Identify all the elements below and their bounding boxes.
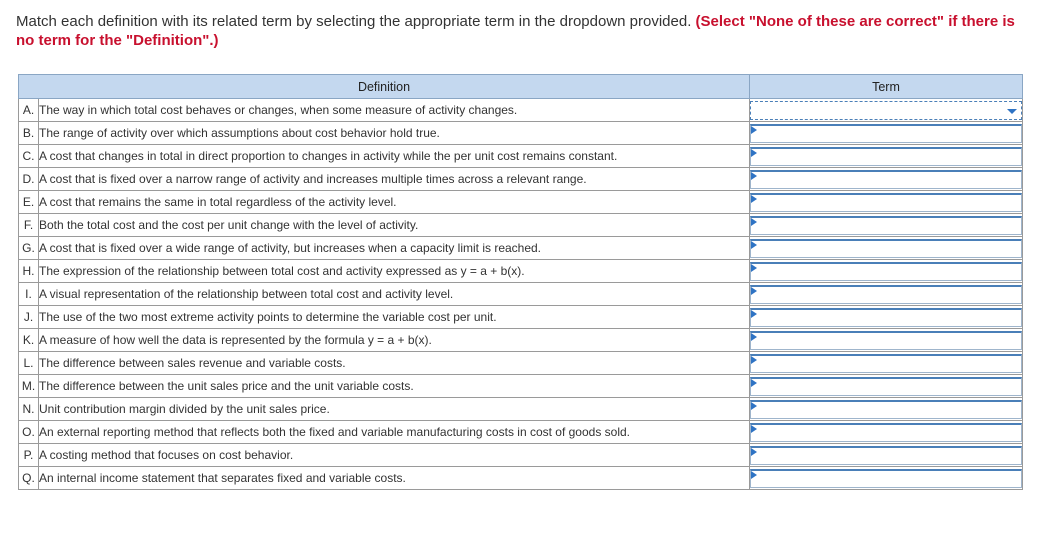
dropdown-marker-icon: [751, 172, 757, 180]
instructions-text: Match each definition with its related term by selecting the appropriate term in the dropdown provided.: [16, 13, 696, 30]
term-cell: [750, 237, 1023, 260]
term-dropdown[interactable]: [750, 124, 1022, 143]
definition-text: Unit contribution margin divided by the unit sales price.: [39, 398, 750, 421]
term-cell: [750, 214, 1023, 237]
dropdown-marker-icon: [751, 149, 757, 157]
chevron-down-icon[interactable]: [1007, 109, 1017, 114]
definition-text: The range of activity over which assumptions about cost behavior hold true.: [39, 122, 750, 145]
definition-text: The use of the two most extreme activity points to determine the variable cost per unit.: [39, 306, 750, 329]
term-cell: [750, 421, 1023, 444]
term-column-header: Term: [750, 75, 1023, 99]
term-dropdown[interactable]: [750, 308, 1022, 327]
table-row: [19, 260, 1023, 283]
term-dropdown[interactable]: [750, 170, 1022, 189]
dropdown-marker-icon: [751, 264, 757, 272]
row-letter: E.: [19, 191, 39, 214]
row-letter: L.: [19, 352, 39, 375]
row-letter: D.: [19, 168, 39, 191]
term-cell: [750, 329, 1023, 352]
term-cell: [750, 306, 1023, 329]
term-dropdown[interactable]: [750, 262, 1022, 281]
dropdown-marker-icon: [751, 471, 757, 479]
term-dropdown[interactable]: [750, 400, 1022, 419]
table-row: [19, 99, 1023, 122]
term-cell: [750, 398, 1023, 421]
table-row: [19, 237, 1023, 260]
definition-text: Both the total cost and the cost per unit change with the level of activity.: [39, 214, 750, 237]
table-row: [19, 421, 1023, 444]
row-letter: G.: [19, 237, 39, 260]
table-row: [19, 467, 1023, 490]
term-dropdown[interactable]: [750, 285, 1022, 304]
definition-column-header: Definition: [19, 75, 750, 99]
table-row: [19, 145, 1023, 168]
definition-text: An internal income statement that separates fixed and variable costs.: [39, 467, 750, 490]
definition-text: A cost that is fixed over a narrow range of activity and increases multiple times across a relevant range.: [39, 168, 750, 191]
dropdown-marker-icon: [751, 126, 757, 134]
definition-text: A visual representation of the relationship between total cost and activity level.: [39, 283, 750, 306]
row-letter: A.: [19, 99, 39, 122]
dropdown-marker-icon: [751, 241, 757, 249]
table-row: [19, 352, 1023, 375]
definition-text: A cost that is fixed over a wide range of activity, but increases when a capacity limit is reached.: [39, 237, 750, 260]
term-dropdown[interactable]: [750, 216, 1022, 235]
term-dropdown[interactable]: [750, 354, 1022, 373]
row-letter: O.: [19, 421, 39, 444]
term-cell: [750, 352, 1023, 375]
row-letter: H.: [19, 260, 39, 283]
table-row: [19, 306, 1023, 329]
definition-text: An external reporting method that reflects both the fixed and variable manufacturing costs in cost of goods sold.: [39, 421, 750, 444]
term-dropdown[interactable]: [750, 446, 1022, 465]
definition-text: The expression of the relationship between total cost and activity expressed as y = a + b(x).: [39, 260, 750, 283]
dropdown-marker-icon: [751, 218, 757, 226]
term-dropdown[interactable]: [750, 147, 1022, 166]
row-letter: J.: [19, 306, 39, 329]
term-cell: [750, 191, 1023, 214]
instructions-emphasis: (Select "None of these are correct" if there is no term for the "Definition".): [16, 13, 1015, 49]
definition-text: A costing method that focuses on cost behavior.: [39, 444, 750, 467]
table-row: [19, 283, 1023, 306]
row-letter: M.: [19, 375, 39, 398]
table-row: [19, 214, 1023, 237]
table-row: [19, 191, 1023, 214]
row-letter: N.: [19, 398, 39, 421]
instructions: [16, 12, 1016, 50]
term-dropdown[interactable]: [750, 377, 1022, 396]
dropdown-marker-icon: [751, 287, 757, 295]
term-cell: [750, 444, 1023, 467]
term-cell: [750, 375, 1023, 398]
term-cell: [750, 145, 1023, 168]
term-cell: [750, 260, 1023, 283]
table-body: [19, 99, 1023, 490]
term-dropdown[interactable]: [750, 193, 1022, 212]
definition-text: A cost that remains the same in total regardless of the activity level.: [39, 191, 750, 214]
row-letter: I.: [19, 283, 39, 306]
row-letter: K.: [19, 329, 39, 352]
term-cell: [750, 99, 1023, 122]
definition-text: The difference between sales revenue and variable costs.: [39, 352, 750, 375]
dropdown-marker-icon: [751, 402, 757, 410]
dropdown-marker-icon: [751, 425, 757, 433]
table-row: [19, 375, 1023, 398]
definition-text: A cost that changes in total in direct proportion to changes in activity while the per unit cost remains constant.: [39, 145, 750, 168]
term-cell: [750, 168, 1023, 191]
dropdown-marker-icon: [751, 448, 757, 456]
dropdown-marker-icon: [751, 333, 757, 341]
table-row: [19, 329, 1023, 352]
row-letter: F.: [19, 214, 39, 237]
table-header-row: [19, 75, 1023, 99]
table-row: [19, 398, 1023, 421]
row-letter: P.: [19, 444, 39, 467]
term-cell: [750, 122, 1023, 145]
table-row: [19, 122, 1023, 145]
table-row: [19, 168, 1023, 191]
row-letter: Q.: [19, 467, 39, 490]
table-row: [19, 444, 1023, 467]
term-dropdown[interactable]: [750, 101, 1022, 120]
definition-text: The difference between the unit sales price and the unit variable costs.: [39, 375, 750, 398]
definition-text: The way in which total cost behaves or changes, when some measure of activity changes.: [39, 99, 750, 122]
dropdown-marker-icon: [751, 195, 757, 203]
row-letter: B.: [19, 122, 39, 145]
row-letter: C.: [19, 145, 39, 168]
definition-text: A measure of how well the data is represented by the formula y = a + b(x).: [39, 329, 750, 352]
term-dropdown[interactable]: [750, 423, 1022, 442]
term-dropdown[interactable]: [750, 469, 1022, 488]
term-dropdown[interactable]: [750, 331, 1022, 350]
matching-table: [18, 74, 1023, 490]
term-cell: [750, 467, 1023, 490]
term-dropdown[interactable]: [750, 239, 1022, 258]
dropdown-marker-icon: [751, 356, 757, 364]
term-cell: [750, 283, 1023, 306]
dropdown-marker-icon: [751, 379, 757, 387]
dropdown-marker-icon: [751, 310, 757, 318]
